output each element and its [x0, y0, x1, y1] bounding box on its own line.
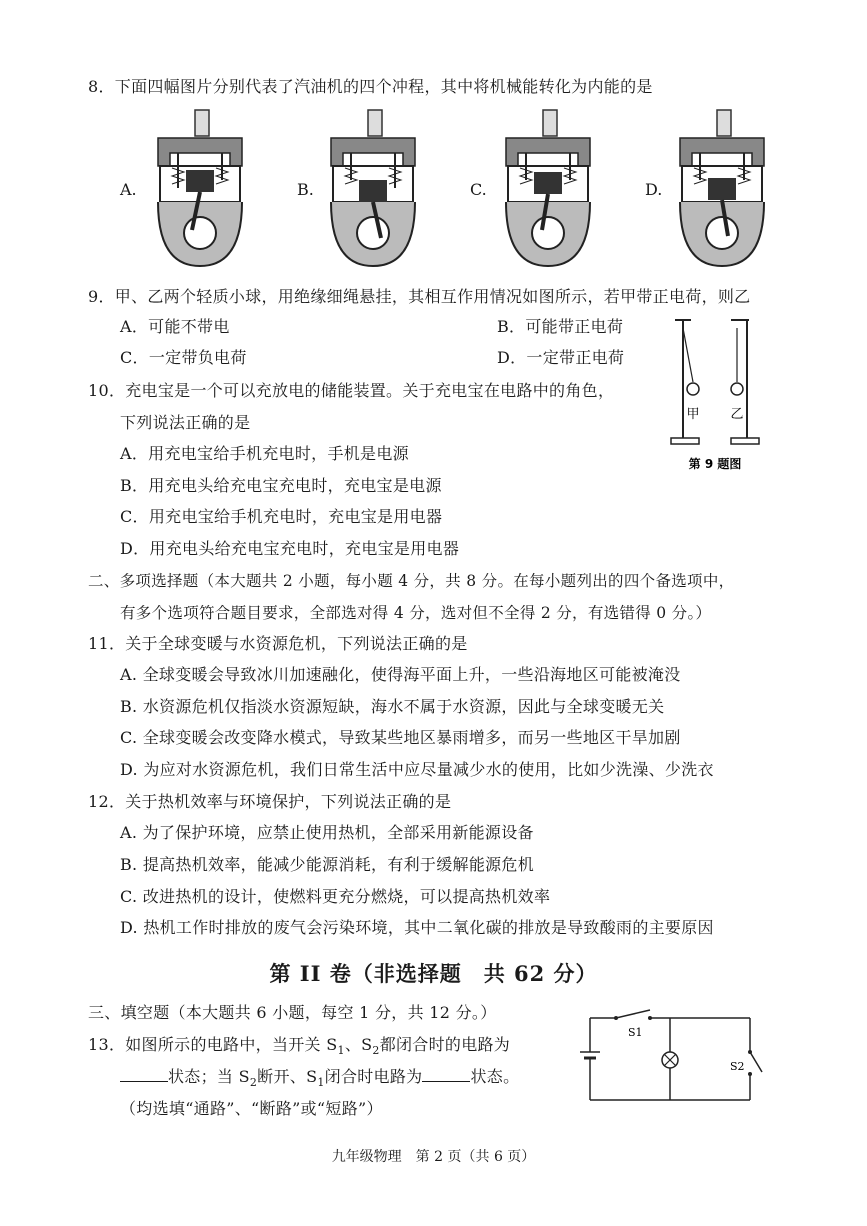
q8-option-b: B.: [297, 180, 314, 199]
q10-option-a: A．用充电宝给手机充电时，手机是电源: [120, 444, 409, 463]
q8-option-c: C.: [470, 180, 487, 199]
q11-option-b: B. 水资源危机仅指淡水资源短缺，海水不属于水资源，因此与全球变暖无关: [120, 697, 665, 716]
q13-line1: [88, 1034, 510, 1062]
page-footer: 九年级物理 第 2 页（共 6 页）: [331, 1149, 536, 1165]
q9-option-c: C．一定带负电荷: [120, 348, 247, 367]
q13-blank-2[interactable]: [422, 1067, 470, 1082]
q13-blank-1[interactable]: [120, 1067, 168, 1082]
q11-option-a: A. 全球变暖会导致冰川加速融化，使得海平面上升，一些沿海地区可能被淹没: [120, 665, 681, 684]
q10-stem-line2: 下列说法正确的是: [120, 413, 251, 432]
part2-title: 第 II 卷（非选择题 共 62 分）: [269, 961, 598, 986]
q10-option-b: B．用充电头给充电宝充电时，充电宝是电源: [120, 476, 442, 495]
engine-diagram-c: [498, 108, 598, 268]
section3-heading: 三、填空题（本大题共 6 小题，每空 1 分，共 12 分。）: [88, 1003, 497, 1022]
q13-line2-a: 状态；当 S: [168, 1067, 250, 1086]
q8-option-a: A.: [120, 180, 137, 199]
q8-option-d: D.: [645, 180, 663, 199]
q13-line2: [120, 1066, 519, 1094]
engine-diagram-a: [150, 108, 250, 268]
q13-sub-s1b: 1: [317, 1076, 325, 1090]
q13-line1-prefix: 13．如图所示的电路中，当开关 S: [88, 1035, 338, 1054]
q13-switch-s1-label: S1: [628, 1026, 643, 1039]
q9-ball-yi-label: 乙: [730, 407, 744, 422]
section2-heading-line1: 二、多项选择题（本大题共 2 小题，每小题 4 分，共 8 分。在每小题列出的四个备选项中，: [88, 572, 735, 590]
engine-diagram-b: [323, 108, 423, 268]
q13-sub-s2b: 2: [249, 1076, 258, 1090]
q13-sub-s1: 1: [337, 1044, 345, 1058]
q13-line2-b: 断开、S: [257, 1067, 318, 1086]
q9-ball-jia-label: 甲: [686, 407, 700, 422]
q9-option-d: D．一定带正电荷: [497, 348, 625, 367]
q9-figure: [665, 318, 765, 478]
q9-option-a: A．可能不带电: [120, 317, 230, 336]
q9-figure-caption: 第 9 题图: [688, 457, 742, 471]
q13-line2-c: 闭合时电路为: [324, 1067, 423, 1086]
q13-line2-d: 状态。: [470, 1067, 520, 1086]
q12-option-d: D. 热机工作时排放的废气会污染环境，其中二氧化碳的排放是导致酸雨的主要原因: [120, 918, 714, 937]
engine-diagram-d: [672, 108, 772, 268]
q8-stem: 8．下面四幅图片分别代表了汽油机的四个冲程，其中将机械能转化为内能的是: [88, 77, 653, 96]
q13-line1-mid: 、S: [344, 1035, 373, 1054]
q10-option-c: C．用充电宝给手机充电时，充电宝是用电器: [120, 507, 443, 526]
q12-option-a: A. 为了保护环境，应禁止使用热机，全部采用新能源设备: [120, 823, 534, 842]
q13-sub-s2: 2: [372, 1044, 380, 1058]
section2-heading-line2: 有多个选项符合题目要求，全部选对得 4 分，选对但不全得 2 分，有选错得 0 分。）: [120, 604, 712, 622]
q11-stem: 11．关于全球变暖与水资源危机，下列说法正确的是: [88, 634, 468, 653]
q9-stem: 9．甲、乙两个轻质小球，用绝缘细绳悬挂，其相互作用情况如图所示，若甲带正电荷，则乙: [88, 287, 751, 306]
q13-line1-suffix: 都闭合时的电路为: [379, 1035, 511, 1054]
q12-option-c: C. 改进热机的设计，使燃料更充分燃烧，可以提高热机效率: [120, 887, 551, 906]
q11-option-d: D. 为应对水资源危机，我们日常生活中应尽量减少水的使用，比如少洗澡、少洗衣: [120, 760, 714, 779]
q12-stem: 12．关于热机效率与环境保护，下列说法正确的是: [88, 792, 452, 811]
q12-option-b: B. 提高热机效率，能减少能源消耗，有利于缓解能源危机: [120, 855, 535, 874]
q10-option-d: D．用充电头给充电宝充电时，充电宝是用电器: [120, 539, 460, 558]
q10-stem-line1: 10．充电宝是一个可以充放电的储能装置。关于充电宝在电路中的角色，: [88, 381, 615, 400]
q13-switch-s2-label: S2: [730, 1060, 745, 1073]
q9-option-b: B．可能带正电荷: [497, 317, 624, 336]
q13-line3: （均选填“通路”、“断路”或“短路”）: [120, 1099, 383, 1118]
q13-circuit-diagram: [570, 1008, 770, 1108]
q11-option-c: C. 全球变暖会改变降水模式，导致某些地区暴雨增多，而另一些地区干旱加剧: [120, 728, 681, 747]
